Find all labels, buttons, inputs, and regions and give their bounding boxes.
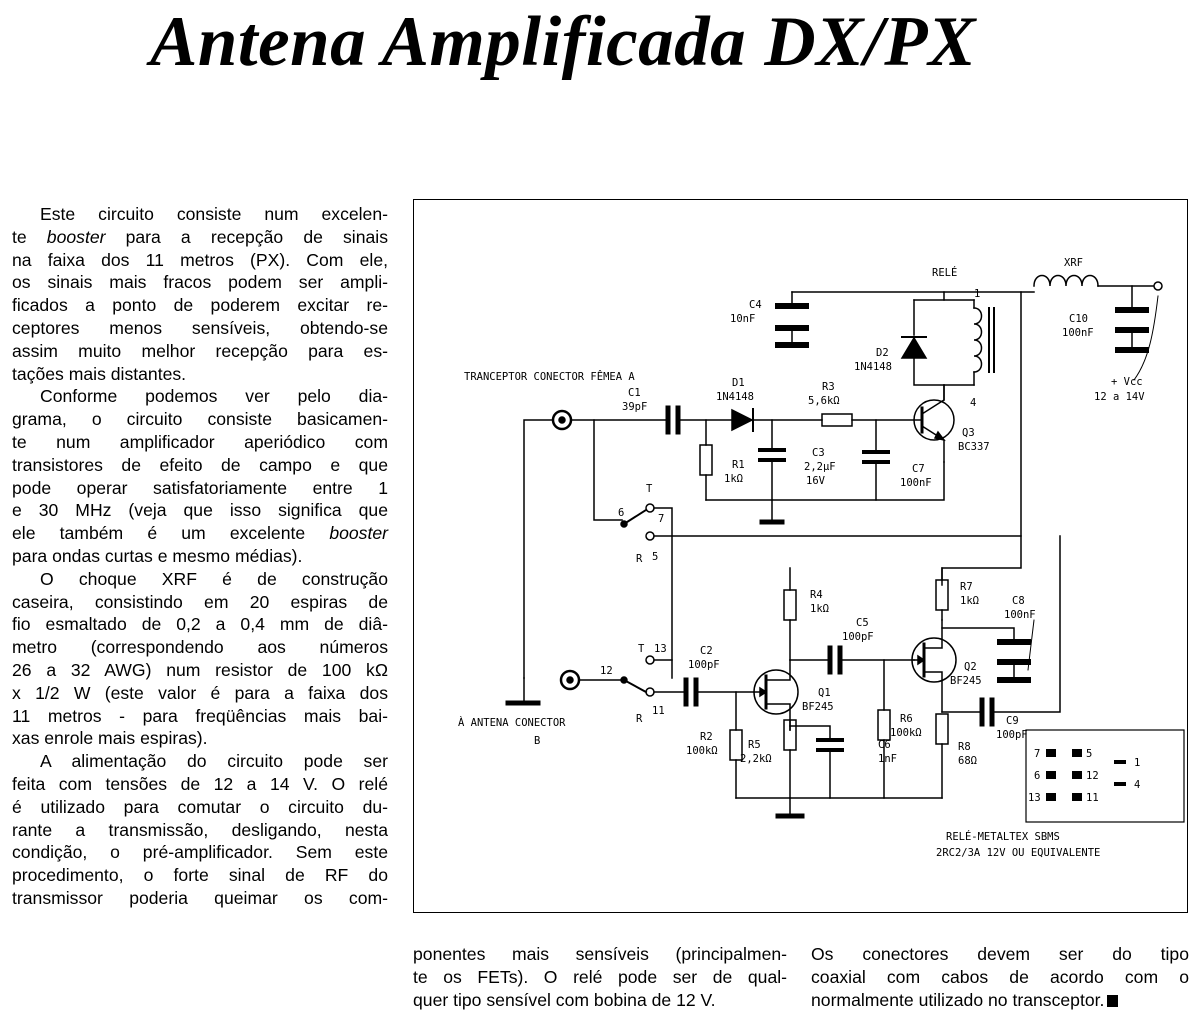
- label-c6: C6: [878, 739, 891, 751]
- label-c9: C9: [1006, 715, 1019, 727]
- text-line: te os FETs). O relé pode ser de qual-: [413, 966, 787, 987]
- relay-coil: [974, 308, 994, 372]
- label-r7: R7: [960, 581, 973, 593]
- label-relay-model-2: 2RC2/3A 12V OU EQUIVALENTE: [936, 847, 1101, 859]
- text-line: xas enrole mais espiras).: [12, 728, 208, 749]
- label-switch-top-t: T: [646, 483, 653, 495]
- label-c5-value: 100pF: [842, 631, 874, 643]
- supply-rail: [942, 292, 1021, 585]
- label-relay-model: RELÉ-METALTEX SBMS: [946, 831, 1060, 843]
- label-c9-value: 100pF: [996, 729, 1028, 741]
- label-r2: R2: [700, 731, 713, 743]
- text-line: 11 metros - para freqüências mais bai-: [12, 705, 388, 726]
- label-pin-11: 11: [1086, 792, 1099, 804]
- text-line: procedimento, o forte sinal de RF do: [12, 865, 388, 886]
- inductor-xrf: [1034, 276, 1098, 287]
- text-line: para ondas curtas e mesmo médias).: [12, 545, 303, 566]
- switch-top-r: [646, 532, 654, 540]
- article-title: Antena Amplificada DX/PX: [150, 3, 976, 81]
- label-c7-value: 100nF: [900, 477, 932, 489]
- switch-bot-r: [646, 688, 654, 696]
- text-line: assim muito melhor recepção para es-: [12, 340, 388, 361]
- text-line: feita com tensões de 12 a 14 V. O relé: [12, 773, 388, 794]
- label-d1-value: 1N4148: [716, 391, 754, 403]
- text-line: transmissor poderia queimar os com-: [12, 887, 388, 908]
- label-connector-b: À ANTENA CONECTOR: [458, 717, 566, 729]
- label-q1-value: BF245: [802, 701, 834, 713]
- text-line: ficados a ponto de poderem excitar re-: [12, 295, 388, 316]
- label-c3-value: 2,2µF: [804, 461, 836, 473]
- label-r7-value: 1kΩ: [960, 595, 979, 607]
- schematic-diagram: [413, 199, 1188, 913]
- label-connector-b-letter: B: [534, 735, 541, 747]
- label-relay-pin4: 4: [970, 397, 977, 409]
- label-c3: C3: [812, 447, 825, 459]
- text-line: te num amplificador aperiódico com: [12, 431, 388, 452]
- label-q3: Q3: [962, 427, 975, 439]
- label-pin-6: 6: [1034, 770, 1041, 782]
- article-column-3: [811, 943, 1189, 1011]
- text-line: condição, o pré-amplificador. Sem este: [12, 842, 388, 863]
- label-switch-top-6: 6: [618, 507, 625, 519]
- wire-a-left: [524, 420, 553, 678]
- label-switch-top-5: 5: [652, 551, 659, 563]
- text-line: metro (correspondendo aos números: [12, 637, 388, 658]
- switch-top-lever: [624, 510, 646, 524]
- label-r6-value: 100kΩ: [890, 727, 922, 739]
- text-line: grama, o circuito consiste basicamen-: [12, 409, 388, 430]
- label-switch-bot-r: R: [636, 713, 643, 725]
- switch-bot-lever: [624, 680, 646, 692]
- label-switch-bot-t: T: [638, 643, 645, 655]
- label-rele: RELÉ: [932, 267, 958, 279]
- label-c2-value: 100pF: [688, 659, 720, 671]
- text-line: Este circuito consiste num excelen-: [40, 204, 388, 224]
- label-vcc-value: 12 a 14V: [1094, 391, 1145, 403]
- text-line: é utilizado para comutar o circuito du-: [12, 796, 388, 817]
- diode-d2: [902, 337, 926, 358]
- label-switch-top-7: 7: [658, 513, 665, 525]
- resistor-r8: [936, 714, 948, 744]
- switch-bot-t: [646, 656, 654, 664]
- label-pin-12: 12: [1086, 770, 1099, 782]
- article-column-1: [12, 203, 388, 910]
- vcc-terminal: [1154, 282, 1162, 290]
- label-c8: C8: [1012, 595, 1025, 607]
- label-r5: R5: [748, 739, 761, 751]
- text-line: fio esmaltado de 0,2 a 0,4 mm de diâ-: [12, 614, 388, 635]
- label-switch-bot-13: 13: [654, 643, 667, 655]
- label-r8-value: 68Ω: [958, 755, 977, 767]
- label-c8-value: 100nF: [1004, 609, 1036, 621]
- label-c1-value: 39pF: [622, 401, 648, 413]
- text-line: Os conectores devem ser do tipo: [811, 944, 1189, 964]
- text-line: rante a transmissão, desligando, nesta: [12, 819, 388, 840]
- resistor-r6: [878, 710, 890, 740]
- label-c2: C2: [700, 645, 713, 657]
- schematic-svg: [414, 200, 1189, 914]
- label-r3-value: 5,6kΩ: [808, 395, 840, 407]
- text-line: transistores de efeito de campo e que: [12, 454, 388, 475]
- text-line: tações mais distantes.: [12, 363, 187, 384]
- capacitor-c9: [982, 700, 992, 724]
- text-line: quer tipo sensível com bobina de 12 V.: [413, 989, 716, 1010]
- label-r5-value: 2,2kΩ: [740, 753, 772, 765]
- label-r3: R3: [822, 381, 835, 393]
- capacitor-c6: [818, 740, 842, 750]
- text-line: A alimentação do circuito pode ser: [40, 751, 388, 772]
- label-switch-bot-11: 11: [652, 705, 665, 717]
- diode-d1: [732, 409, 753, 431]
- text-line: x 1/2 W (este valor é para a faixa dos: [12, 682, 388, 703]
- capacitor-c5: [830, 648, 840, 672]
- text-line: O choque XRF é de construção: [40, 568, 388, 589]
- label-connector-a: TRANCEPTOR CONECTOR FÊMEA A: [464, 371, 635, 383]
- text-line: caseira, consistindo em 20 espiras de: [12, 591, 388, 612]
- article-column-2: [413, 943, 787, 1011]
- capacitor-c7: [864, 452, 888, 462]
- label-pin-7: 7: [1034, 748, 1041, 760]
- label-r2-value: 100kΩ: [686, 745, 718, 757]
- label-d1: D1: [732, 377, 745, 389]
- label-relay-pin1: 1: [974, 288, 981, 300]
- label-q2-value: BF245: [950, 675, 982, 687]
- label-xrf: XRF: [1064, 257, 1083, 269]
- capacitor-c1: [668, 408, 678, 432]
- label-c4: C4: [749, 299, 762, 311]
- text-line: ele também é um excelente booster: [12, 523, 388, 544]
- label-vcc: + Vcc: [1111, 376, 1143, 388]
- label-switch-top-r: R: [636, 553, 643, 565]
- label-r1: R1: [732, 459, 745, 471]
- text-line: na faixa dos 11 metros (PX). Com ele,: [12, 249, 388, 270]
- resistor-r3: [822, 414, 852, 426]
- label-c10-value: 100nF: [1062, 327, 1094, 339]
- label-r1-value: 1kΩ: [724, 473, 743, 485]
- end-of-article-mark: [1107, 995, 1118, 1007]
- text-line: coaxial com cabos de acordo com o: [811, 966, 1189, 987]
- resistor-r1: [700, 445, 712, 475]
- label-c10: C10: [1069, 313, 1088, 325]
- label-q2: Q2: [964, 661, 977, 673]
- text-line: te booster para a recepção de sinais: [12, 226, 388, 247]
- label-c7: C7: [912, 463, 925, 475]
- capacitor-c3: [760, 450, 784, 460]
- text-line: 26 a 32 AWG) num resistor de 100 kΩ: [12, 659, 388, 680]
- label-q3-value: BC337: [958, 441, 990, 453]
- label-pin-5: 5: [1086, 748, 1093, 760]
- text-line: e 30 MHz (veja que isso significa que: [12, 500, 388, 521]
- label-pin-1: 1: [1134, 757, 1141, 769]
- label-c1: C1: [628, 387, 641, 399]
- label-pin-13: 13: [1028, 792, 1041, 804]
- label-c6-value: 1nF: [878, 753, 897, 765]
- label-pin-4: 4: [1134, 779, 1141, 791]
- label-d2-value: 1N4148: [854, 361, 892, 373]
- label-r6: R6: [900, 713, 913, 725]
- switch-top-t: [646, 504, 654, 512]
- label-c4-value: 10nF: [730, 313, 756, 325]
- label-c3-voltage: 16V: [806, 475, 825, 487]
- label-d2: D2: [876, 347, 889, 359]
- label-r4-value: 1kΩ: [810, 603, 829, 615]
- capacitor-c2: [686, 680, 696, 704]
- resistor-r4: [784, 590, 796, 620]
- text-line: pode operar satisfatoriamente entre 1: [12, 477, 388, 498]
- label-r8: R8: [958, 741, 971, 753]
- text-line: Conforme podemos ver pelo dia-: [40, 386, 388, 407]
- text-line: ponentes mais sensíveis (principalmen-: [413, 944, 787, 964]
- label-c5: C5: [856, 617, 869, 629]
- text-line: os sinais mais fracos podem ser ampli-: [12, 272, 388, 293]
- label-q1: Q1: [818, 687, 831, 699]
- label-switch-bot-12: 12: [600, 665, 613, 677]
- text-line: normalmente utilizado no transceptor.: [811, 989, 1189, 1012]
- label-r4: R4: [810, 589, 823, 601]
- text-line: ceptores menos sensíveis, obtendo-se: [12, 317, 388, 338]
